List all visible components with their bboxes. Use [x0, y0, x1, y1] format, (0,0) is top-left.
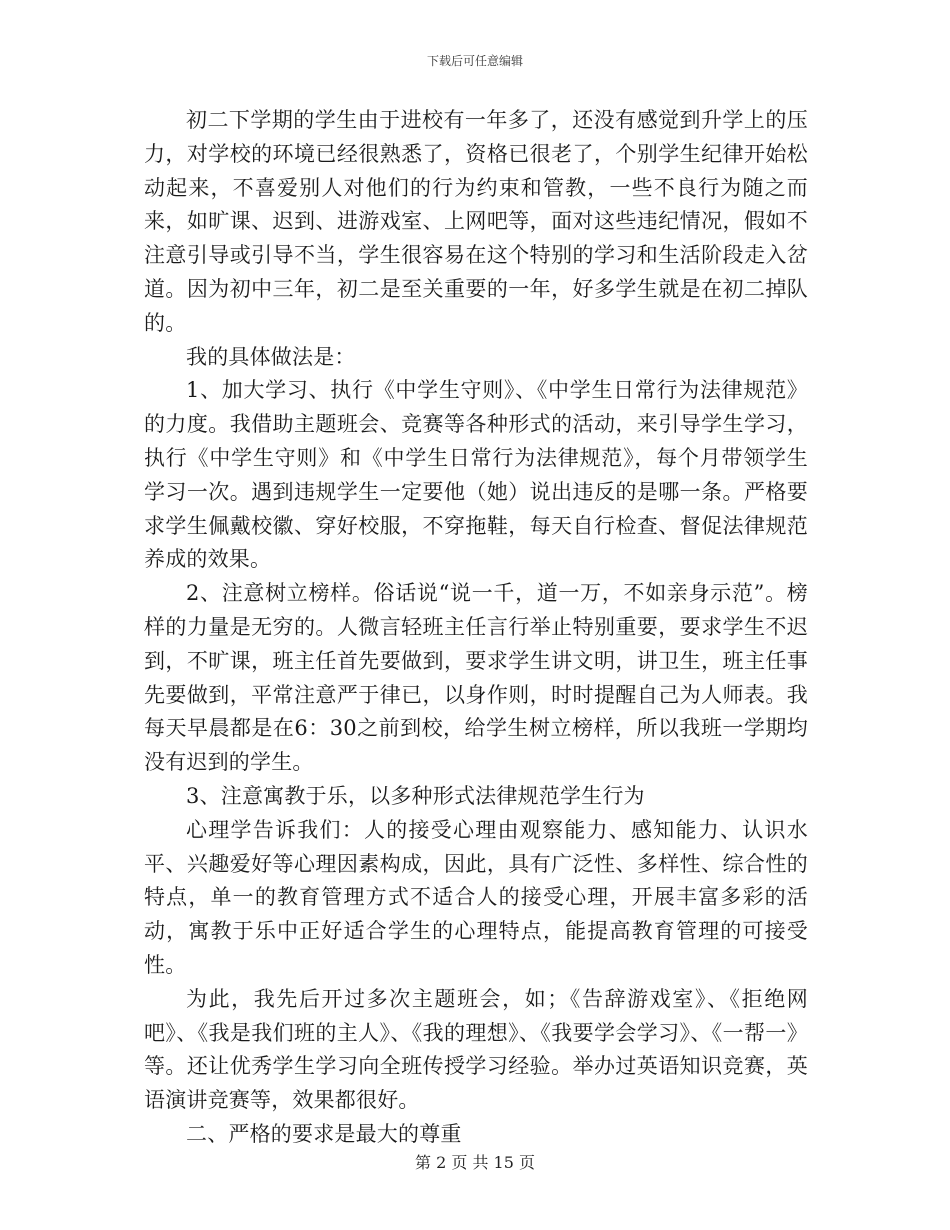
paragraph-item-2: 2、注意树立榜样。俗话说“说一千，道一万，不如亲身示范”。榜样的力量是无穷的。人微言轻班主任言行举止特别重要，要求学生不迟到，不旷课，班主任首先要做到，要求学生讲文明，讲卫生，班主任事先要做到，平常注意严于律已，以身作则，时时提醒自己为人师表。我每天早晨都是在6：30之前到校，给学生树立榜样，所以我班一学期均没有迟到的学生。 [144, 581, 808, 775]
paragraph-item-1: 1、加大学习、执行《中学生守则》、《中学生日常行为法律规范》的力度。我借助主题班会、竞赛等各种形式的活动，来引导学生学习，执行《中学生守则》和《中学生日常行为法律规范》，每个月带领学生学习一次。遇到违规学生一定要他（她）说出违反的是哪一条。严格要求学生佩戴校徽、穿好校服，不穿拖鞋，每天自行检查、督促法律规范养成的效果。 [144, 378, 808, 572]
page-number: 第 2 页 共 15 页 [415, 1153, 535, 1172]
section-heading-2: 二、严格的要求是最大的尊重 [186, 1121, 462, 1146]
document-body [144, 104, 808, 1152]
paragraph-methods-heading: 我的具体做法是： [186, 344, 356, 369]
paragraph-intro: 初二下学期的学生由于进校有一年多了，还没有感觉到升学上的压力，对学校的环境已经很熟悉了，资格已很老了，个别学生纪律开始松动起来，不喜爱别人对他们的行为约束和管教，一些不良行为随之而来，如旷课、迟到、进游戏室、上网吧等，面对这些违纪情况，假如不注意引导或引导不当，学生很容易在这个特别的学习和生活阶段走入岔道。因为初中三年，初二是至关重要的一年，好多学生就是在初二掉队的。 [144, 108, 808, 335]
paragraph-item-3-heading: 3、注意寓教于乐，以多种形式法律规范学生行为 [186, 783, 645, 808]
paragraph-class-meetings: 为此，我先后开过多次主题班会，如；《告辞游戏室》、《拒绝网吧》、《我是我们班的主人》、《我的理想》、《我要学会学习》、《一帮一》等。还让优秀学生学习向全班传授学习经验。举办过英语知识竞赛，英语演讲竞赛等，效果都很好。 [144, 986, 808, 1113]
paragraph-psychology: 心理学告诉我们：人的接受心理由观察能力、感知能力、认识水平、兴趣爱好等心理因素构成，因此，具有广泛性、多样性、综合性的特点，单一的教育管理方式不适合人的接受心理，开展丰富多彩的活动，寓教于乐中正好适合学生的心理特点，能提高教育管理的可接受性。 [144, 817, 808, 977]
page-header: 下载后可任意编辑 [426, 54, 523, 68]
